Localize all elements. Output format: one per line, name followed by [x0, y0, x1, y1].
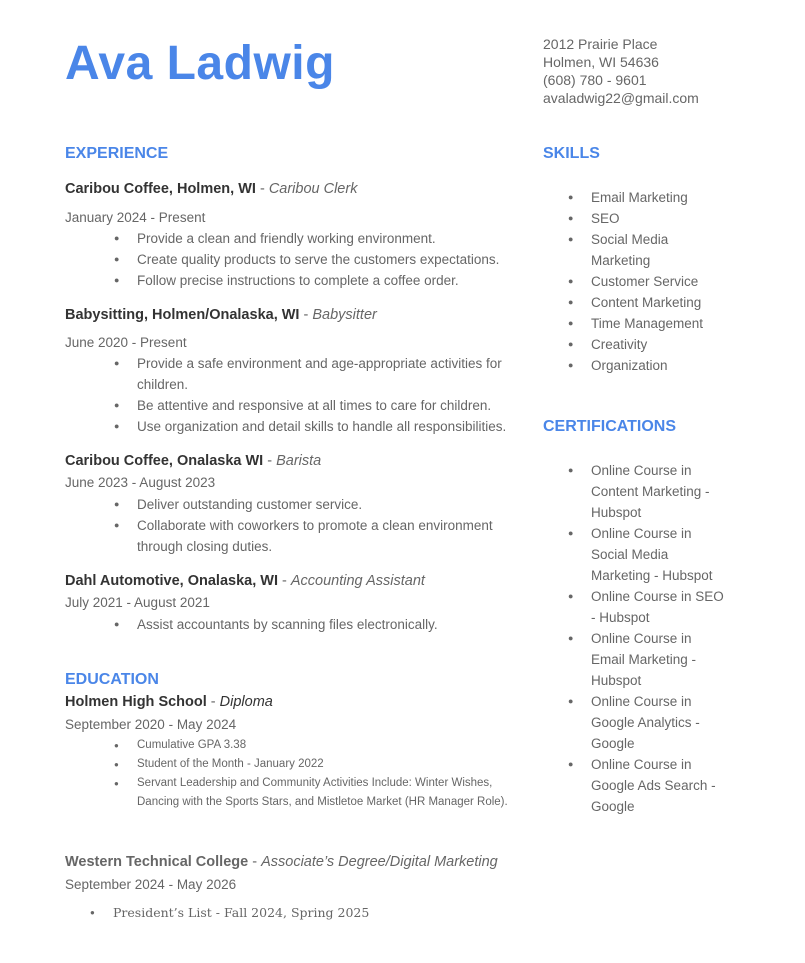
list-item: ● SEO: [543, 208, 731, 229]
education-heading: EDUCATION: [65, 671, 159, 688]
school-name: Holmen High School: [65, 694, 207, 710]
list-item: ● Be attentive and responsive at all times to care for children.: [65, 395, 510, 416]
list-item: ● Time Management: [543, 313, 731, 334]
job-title-line: [65, 573, 425, 589]
contact-email: avaladwig22@gmail.com: [543, 90, 699, 106]
job-bullets: [65, 228, 515, 291]
job-role: Babysitter: [312, 307, 377, 323]
certifications-list: [543, 460, 731, 817]
list-item: ● Organization: [543, 355, 731, 376]
job-sep: -: [277, 573, 291, 589]
job-sep: -: [299, 307, 313, 323]
job-org: Dahl Automotive, Onalaska, WI: [65, 573, 278, 589]
list-item: ● Online Course in Google Ads Search - Google: [543, 754, 716, 817]
job-title-line: [65, 181, 357, 197]
school-degree: Diploma: [219, 694, 273, 710]
job-title-line: [65, 453, 321, 469]
school-bullets: [65, 736, 515, 812]
list-item: ● Cumulative GPA 3.38: [65, 736, 515, 755]
job-title-line: [65, 307, 377, 323]
list-item: ● Collaborate with coworkers to promote a clean environment through closing duties.: [65, 515, 510, 557]
list-item: ● Use organization and detail skills to handle all responsibilities.: [65, 416, 510, 437]
list-item: ● Student of the Month - January 2022: [65, 755, 515, 774]
contact-city: Holmen, WI 54636: [543, 54, 659, 70]
list-item: ● Deliver outstanding customer service.: [65, 494, 510, 515]
job-bullets: [65, 494, 510, 557]
list-item: ● Provide a safe environment and age-appropriate activities for children.: [65, 353, 510, 395]
job-sep: -: [255, 181, 269, 197]
list-item: ● Online Course in Content Marketing - Hubspot: [543, 460, 727, 523]
list-item: ● President’s List - Fall 2024, Spring 2025: [65, 904, 515, 922]
job-org: Caribou Coffee, Onalaska WI: [65, 453, 264, 469]
list-item: ● Online Course in Google Analytics - Google: [543, 691, 701, 754]
job-role: Accounting Assistant: [290, 573, 425, 589]
school-dates: September 2020 - May 2024: [65, 717, 237, 732]
job-dates: June 2020 - Present: [65, 335, 187, 350]
list-item: ● Create quality products to serve the customers expectations.: [65, 249, 515, 270]
school-name: Western Technical College: [65, 854, 249, 870]
job-role: Caribou Clerk: [268, 181, 358, 197]
list-item: ● Online Course in Social Media Marketing - Hubspot: [543, 523, 717, 586]
school-degree: Associate’s Degree/Digital Marketing: [261, 854, 498, 870]
job-role: Barista: [276, 453, 322, 469]
skills-heading: SKILLS: [543, 145, 600, 162]
school-title-line: [65, 854, 498, 870]
school-dates: September 2024 - May 2026: [65, 877, 237, 892]
list-item: ● Content Marketing: [543, 292, 731, 313]
experience-heading: EXPERIENCE: [65, 145, 169, 162]
school-sep: -: [248, 854, 262, 870]
list-item: ● Provide a clean and friendly working environment.: [65, 228, 515, 249]
list-item: ● Online Course in Email Marketing - Hubspot: [543, 628, 701, 691]
list-item: ● Online Course in SEO - Hubspot: [543, 586, 731, 628]
job-sep: -: [263, 453, 277, 469]
skills-list: [543, 187, 731, 376]
contact-street: 2012 Prairie Place: [543, 36, 658, 52]
job-dates: January 2024 - Present: [65, 210, 206, 225]
list-item: ● Assist accountants by scanning files electronically.: [65, 614, 515, 635]
resume-name: Ava Ladwig: [65, 37, 335, 90]
school-bullets: [65, 904, 515, 922]
school-title-line: [65, 694, 273, 710]
contact-phone: (608) 780 - 9601: [543, 72, 647, 88]
list-item: ● Email Marketing: [543, 187, 731, 208]
list-item: ● Follow precise instructions to complete a coffee order.: [65, 270, 515, 291]
list-item: ● Creativity: [543, 334, 731, 355]
contact-block: [543, 35, 699, 107]
job-bullets: [65, 614, 515, 635]
certifications-heading: CERTIFICATIONS: [543, 418, 677, 435]
list-item: ● Servant Leadership and Community Activities Include: Winter Wishes, Dancing with the Sports Stars, and Mistletoe Market (HR Manager Role).: [65, 774, 515, 812]
job-org: Babysitting, Holmen/Onalaska, WI: [65, 307, 300, 323]
job-org: Caribou Coffee, Holmen, WI: [65, 181, 256, 197]
list-item: ● Customer Service: [543, 271, 731, 292]
list-item: ● Social Media Marketing: [543, 229, 731, 271]
job-bullets: [65, 353, 510, 437]
job-dates: June 2023 - August 2023: [65, 475, 216, 490]
job-dates: July 2021 - August 2021: [65, 595, 210, 610]
school-sep: -: [206, 694, 220, 710]
